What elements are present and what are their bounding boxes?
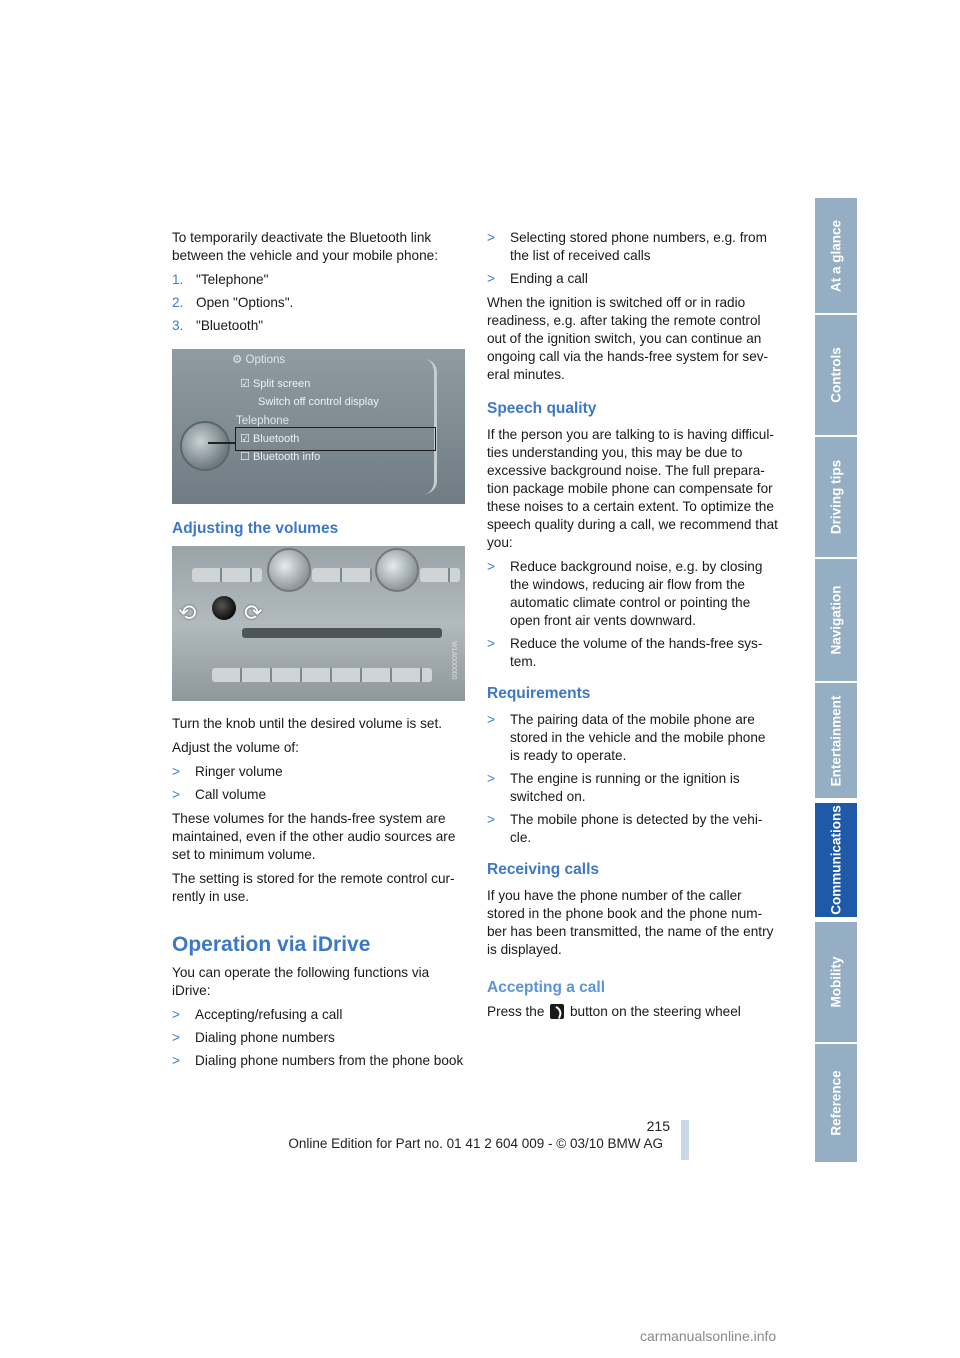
section-heading-speech: Speech quality <box>487 400 597 417</box>
operate-intro-text: You can operate the following functions via iDrive: <box>172 965 430 998</box>
requirements-list <box>487 711 779 847</box>
tab-controls[interactable]: Controls <box>815 315 857 437</box>
tab-communications[interactable]: Communications <box>815 800 857 922</box>
check-icon: ☑ <box>240 378 250 390</box>
controller-knob <box>180 421 230 471</box>
volume-list <box>172 763 464 804</box>
rotate-right-arrow-icon: ⟳ <box>244 600 263 625</box>
options-screen-image: ⚙ Options ☑ Split screen Switch off control display Telephone ☑ Bluetooth ☐ Bluetooth info <box>172 349 465 504</box>
list-item: 3. "Bluetooth" <box>172 318 264 333</box>
section-heading-receiving: Receiving calls <box>487 861 600 878</box>
list-item: > Ringer volume <box>172 764 283 779</box>
tab-reference[interactable]: Reference <box>815 1044 857 1164</box>
list-item: > Call volume <box>172 787 267 802</box>
operate-list <box>172 1006 464 1070</box>
list-item: 1. "Telephone" <box>172 272 269 287</box>
press-text: Press the button on the steering wheel <box>487 1004 741 1019</box>
list-item: > Reduce the volume of the hands-free sys-tem. <box>487 636 763 669</box>
section-heading-accepting: Accepting a call <box>487 979 606 996</box>
speech-text: If the person you are talking to is having difficul-ties understanding you, this may be due to excessive background noise. The full prepara-tion package mobile phone can compensate for these noises to a certain extent. To optimize the speech quality during a call, we recommend that you: <box>487 427 778 550</box>
watermark: carmanualsonline.info <box>640 1328 777 1344</box>
tab-at-a-glance[interactable]: At a glance <box>815 198 857 315</box>
speech-list <box>487 558 779 671</box>
section-heading-adjusting: Adjusting the volumes <box>172 520 339 537</box>
stored-text: The setting is stored for the remote control cur-rently in use. <box>172 871 455 904</box>
list-item: > The mobile phone is detected by the vehi-cle. <box>487 812 763 845</box>
list-item: > Selecting stored phone numbers, e.g. from the list of received calls <box>487 230 767 263</box>
volume-knob <box>212 596 236 620</box>
list-item: > The pairing data of the mobile phone are stored in the vehicle and the mobile phone is ready to operate. <box>487 712 766 763</box>
right-column <box>487 229 779 1027</box>
tab-mobility[interactable]: Mobility <box>815 922 857 1044</box>
console-image: ⟲ ⟳ W1A000000 <box>172 546 465 701</box>
list-item: > Ending a call <box>487 271 588 286</box>
receiving-text: If you have the phone number of the caller stored in the phone book and the phone num-ber has been transmitted, the name of the entry is displayed. <box>487 888 774 957</box>
ignition-text: When the ignition is switched off or in radio readiness, e.g. after taking the remote control out of the ignition switch, you can continue an ongoing call via the hands-free system for sev-eral minutes. <box>487 295 769 382</box>
list-item: > Dialing phone numbers from the phone book <box>172 1053 464 1068</box>
page-marker-bar <box>681 1120 689 1160</box>
list-item: > Accepting/refusing a call <box>172 1007 343 1022</box>
rotate-left-arrow-icon: ⟲ <box>178 600 197 625</box>
list-item: 2. Open "Options". <box>172 295 294 310</box>
turn-knob-text: Turn the knob until the desired volume is set. <box>172 716 443 731</box>
chapter-sidebar <box>815 198 857 1164</box>
continued-list <box>487 229 779 288</box>
adjust-of-text: Adjust the volume of: <box>172 740 299 755</box>
checkbox-icon: ☐ <box>240 451 250 463</box>
list-item: > Reduce background noise, e.g. by closing the windows, reducing air flow from the automatic climate control or pointing the open front air vents downward. <box>487 559 763 628</box>
tab-driving-tips[interactable]: Driving tips <box>815 437 857 559</box>
section-heading-operation: Operation via iDrive <box>172 933 371 956</box>
phone-icon <box>550 1004 564 1019</box>
page-number: 215 <box>646 1118 670 1134</box>
check-icon: ☑ <box>240 433 250 445</box>
options-icon: ⚙ <box>232 354 243 366</box>
left-column <box>172 229 464 1076</box>
footer-text: Online Edition for Part no. 01 41 2 604 009 - © 03/10 BMW AG <box>288 1136 663 1151</box>
list-item: > The engine is running or the ignition is switched on. <box>487 771 740 804</box>
maintained-text: These volumes for the hands-free system are maintained, even if the other audio sources are set to minimum volume. <box>172 811 456 862</box>
step-list <box>172 271 464 335</box>
intro-text: To temporarily deactivate the Bluetooth link between the vehicle and your mobile phone: <box>172 230 439 263</box>
tab-navigation[interactable]: Navigation <box>815 559 857 683</box>
section-heading-requirements: Requirements <box>487 685 591 702</box>
tab-entertainment[interactable]: Entertainment <box>815 683 857 800</box>
list-item: > Dialing phone numbers <box>172 1030 335 1045</box>
